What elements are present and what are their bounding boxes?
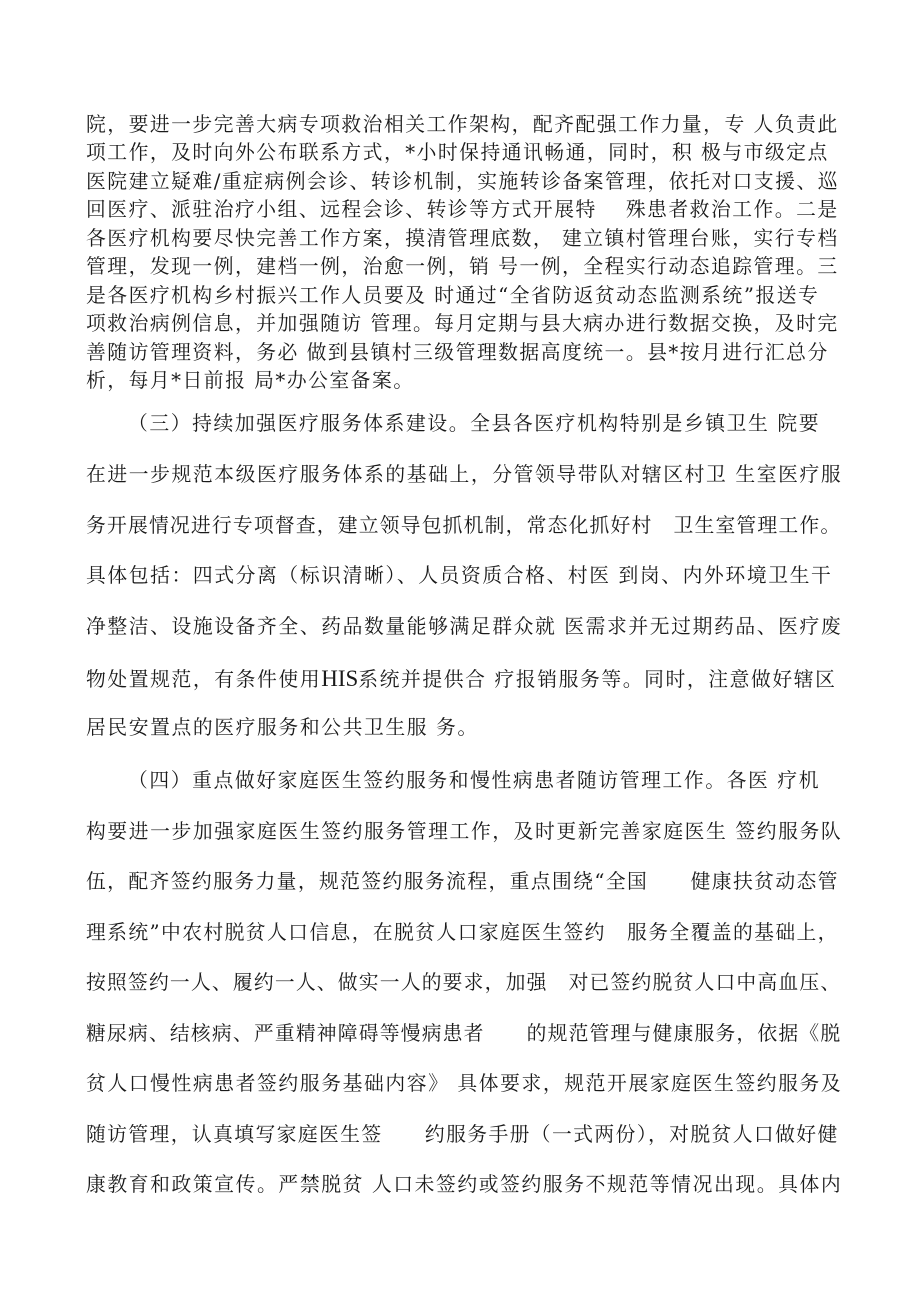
paragraph-1-line-3: 医院建立疑难/重症病例会诊、转诊机制，实施转诊备案管理，依托对口支援、巡	[86, 170, 840, 193]
paragraph-1-line-4: 回医疗、派驻治疗小组、远程会诊、转诊等方式开展特 殊患者救治工作。二是	[86, 198, 839, 221]
paragraph-3-line-2: 构要进一步加强家庭医生签约服务管理工作，及时更新完善家庭医生 签约服务队	[86, 820, 843, 843]
paragraph-2-line-2: 在进一步规范本级医疗服务体系的基础上，分管领导带队对辖区村卫 生室医疗服	[86, 463, 843, 486]
paragraph-1-line-6: 管理，发现一例，建档一例，治愈一例，销 号一例，全程实行动态追踪管理。三	[86, 255, 839, 278]
paragraph-2-line-1: （三）持续加强医疗服务体系建设。全县各医疗机构特别是乡镇卫生 院要	[128, 412, 821, 435]
paragraph-3-line-8: 随访管理，认真填写家庭医生签 约服务手册（一式两份），对脱贫人口做好健	[86, 1123, 839, 1146]
paragraph-3-line-7: 贫人口慢性病患者签约服务基础内容》 具体要求，规范开展家庭医生签约服务及	[86, 1072, 843, 1095]
paragraph-2-line-4: 具体包括：四式分离（标识清晰）、人员资质合格、村医 到岗、内外环境卫生干	[86, 564, 833, 587]
paragraph-3-line-4: 理系统”中农村脱贫人口信息，在脱贫人口家庭医生签约 服务全覆盖的基础上，	[86, 921, 839, 944]
paragraph-1-line-10: 析，每月*日前报 局*办公室备案。	[86, 369, 415, 392]
paragraph-3-line-9: 康教育和政策宣传。严禁脱贫 人口未签约或签约服务不规范等情况出现。具体内	[86, 1173, 843, 1196]
paragraph-2-line-6-tail: 系统并提供合 疗报销服务等。同时，注意做好辖区	[358, 668, 837, 691]
paragraph-2-line-3: 务开展情况进行专项督查，建立领导包抓机制，常态化抓好村 卫生室管理工作。	[86, 514, 842, 537]
paragraph-2-line-6-head: 物处置规范，有条件使用	[86, 668, 322, 691]
paragraph-2-line-7: 居民安置点的医疗服务和公共卫生服 务。	[86, 716, 479, 739]
paragraph-1-line-5: 各医疗机构要尽快完善工作方案，摸清管理底数， 建立镇村管理台账，实行专档	[86, 227, 839, 250]
paragraph-1-line-7: 是各医疗机构乡村振兴工作人员要及 时通过“全省防返贫动态监测系统”报送专	[86, 284, 820, 307]
paragraph-1-line-8: 项救治病例信息，并加强随访 管理。每月定期与县大病办进行数据交换，及时完	[86, 312, 839, 335]
paragraph-2-line-5: 净整洁、设施设备齐全、药品数量能够满足群众就 医需求并无过期药品、医疗废	[86, 615, 843, 638]
paragraph-3-line-6: 糖尿病、结核病、严重精神障碍等慢病患者 的规范管理与健康服务，依据《脱	[86, 1022, 842, 1045]
paragraph-3-line-5: 按照签约一人、履约一人、做实一人的要求，加强 对已签约脱贫人口中高血压、	[86, 971, 842, 994]
paragraph-1-line-2: 项工作，及时向外公布联系方式，*小时保持通讯畅通，同时，积 极与市级定点	[86, 141, 829, 164]
paragraph-3-line-1: （四）重点做好家庭医生签约服务和慢性病患者随访管理工作。各医 疗机	[128, 769, 821, 792]
paragraph-1-line-9: 善随访管理资料，务必 做到县镇村三级管理数据高度统一。县*按月进行汇总分	[86, 341, 829, 364]
paragraph-2-line-6	[86, 667, 837, 690]
his-term: HIS	[321, 666, 359, 691]
paragraph-3-line-3: 伍，配齐签约服务力量，规范签约服务流程，重点围绕“全国 健康扶贫动态管	[86, 870, 839, 893]
paragraph-1-line-1: 院，要进一步完善大病专项救治相关工作架构，配齐配强工作力量，专 人负责此	[86, 113, 839, 136]
